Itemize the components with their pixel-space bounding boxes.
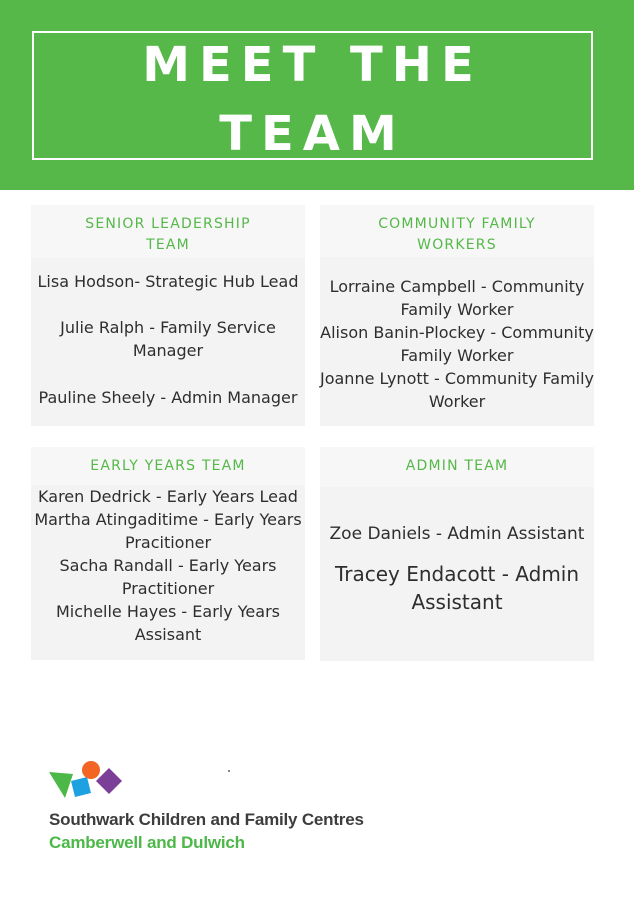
logo-blue-square [71,777,91,797]
member-item: Pauline Sheely - Admin Manager [38,388,298,407]
member-line: Alison Banin-Plockey - Community [320,323,594,342]
section-senior-leadership [31,205,305,426]
section-early-years [31,447,305,660]
member-line: Michelle Hayes - Early Years [56,602,280,621]
section-heading [320,456,594,477]
member-line: Family Worker [400,346,514,365]
heading-line: COMMUNITY FAMILY [378,216,536,232]
heading-line: SENIOR LEADERSHIP [85,216,251,232]
member-line: Pracitioner [124,533,212,552]
page-title-line2: TEAM [219,106,406,162]
member-item: Karen Dedrick - Early Years Lead [38,487,298,506]
member-list [320,523,594,616]
section-heading [31,214,305,256]
member-item [320,275,594,321]
section-admin-team [320,447,594,661]
member-item: Julie Ralph - Family Service Manager [60,318,276,360]
stray-dot [228,770,230,772]
member-list [31,485,305,646]
member-line: Worker [428,392,486,411]
member-item [31,554,305,600]
member-item [314,321,600,367]
southwark-logo-shapes-icon [49,760,124,802]
member-line: Sacha Randall - Early Years [59,556,277,575]
member-line: Martha Atingaditime - Early Years [34,510,302,529]
member-line: Lorraine Campbell - Community [329,277,585,296]
member-line: Joanne Lynott - Community Family [319,369,595,388]
member-item [31,508,305,554]
member-item: Lisa Hodson- Strategic Hub Lead [37,272,299,291]
member-item [31,600,305,646]
heading-line: WORKERS [417,237,497,253]
member-list [31,270,305,409]
heading-line: TEAM [146,237,190,253]
page-title-line1: MEET THE [142,37,483,93]
logo-orange-circle [82,761,100,779]
member-list [320,275,594,413]
header-banner [0,0,634,190]
member-line: Practitioner [121,579,215,598]
section-heading [320,214,594,256]
member-line: Family Worker [400,300,514,319]
member-item: Zoe Daniels - Admin Assistant [329,524,585,544]
heading-line: ADMIN TEAM [405,458,509,474]
member-line: Assisant [134,625,202,644]
heading-line: EARLY YEARS TEAM [90,458,246,474]
section-heading [31,456,305,477]
logo-purple-diamond [96,768,122,794]
member-line: Tracey Endacott - Admin [334,562,580,586]
title-frame [32,31,593,160]
member-item [316,367,598,413]
member-item [320,560,594,616]
org-subtitle: Camberwell and Dulwich [49,833,245,852]
section-community-family-workers [320,205,594,426]
member-line: Assistant [411,590,503,614]
org-name: Southwark Children and Family Centres [49,810,364,829]
logo-green-triangle [49,772,73,798]
